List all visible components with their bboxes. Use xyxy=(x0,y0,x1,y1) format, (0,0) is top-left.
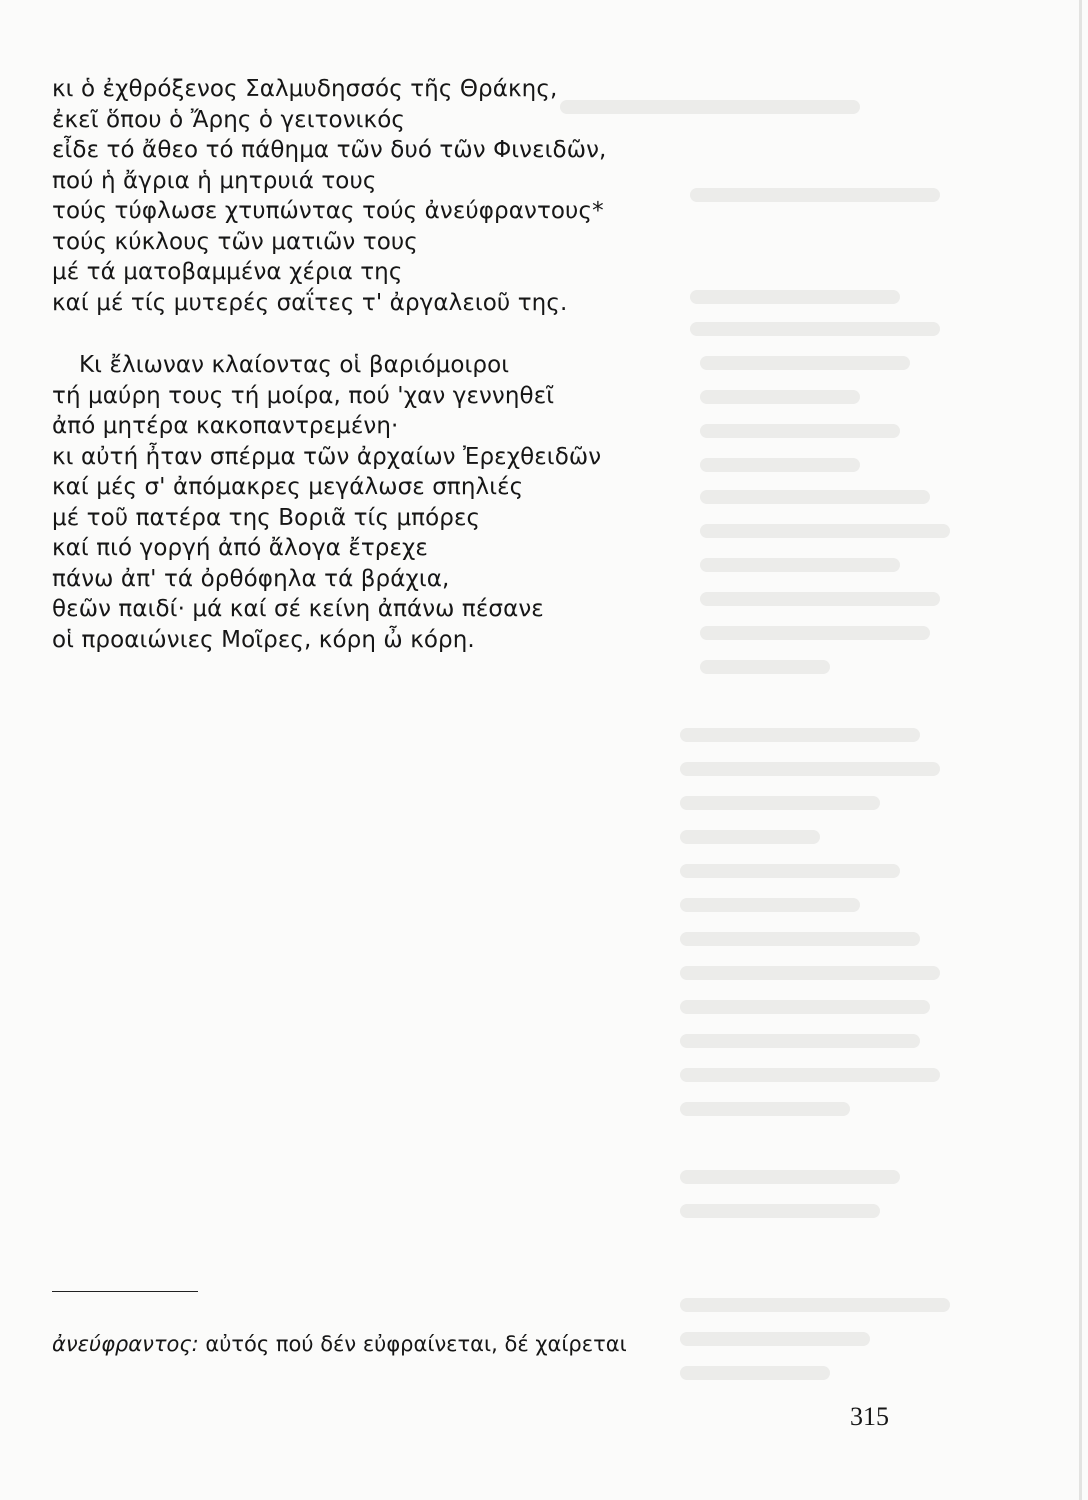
poem-line: Κι ἔλιωναν κλαίοντας οἱ βαριόμοιροι xyxy=(79,352,510,378)
poem-text xyxy=(52,74,952,687)
footnote-term: ἀνεύφραντος: xyxy=(52,1332,199,1356)
poem-line: εἶδε τό ἄθεο τό πάθημα τῶν δυό τῶν Φινειδῶν, xyxy=(52,137,607,163)
poem-line: πάνω ἀπ' τά ὀρθόφηλα τά βράχια, xyxy=(52,565,450,592)
footnote-divider xyxy=(52,1291,198,1292)
poem-line: ἐκεῖ ὅπου ὁ Ἄρης ὁ γειτονικός xyxy=(52,106,405,133)
footnote xyxy=(52,1332,627,1356)
poem-line: τούς κύκλους τῶν ματιῶν τους xyxy=(52,228,418,255)
stanza-2 xyxy=(52,350,952,655)
poem-line: θεῶν παιδί· μά καί σέ κείνη ἀπάνω πέσανε xyxy=(52,596,544,622)
poem-line: μέ τά ματοβαμμένα χέρια της xyxy=(52,259,403,285)
page-number: 315 xyxy=(850,1402,889,1431)
poem-line: μέ τοῦ πατέρα της Βοριᾶ τίς μπόρες xyxy=(52,504,481,531)
poem-line: πού ἡ ἄγρια ἡ μητρυιά τους xyxy=(52,167,377,194)
stanza-1 xyxy=(52,74,952,318)
poem-line: οἱ προαιώνιες Μοῖρες, κόρη ὦ κόρη. xyxy=(52,626,475,653)
poem-line: καί μές σ' ἀπόμακρες μεγάλωσε σπηλιές xyxy=(52,474,524,500)
poem-line: τούς τύφλωσε χτυπώντας τούς ἀνεύφραντους* xyxy=(52,198,604,224)
poem-line: κι αὐτή ἦταν σπέρμα τῶν ἀρχαίων Ἐρεχθειδῶν xyxy=(52,443,602,470)
poem-line: κι ὁ ἐχθρόξενος Σαλμυδησσός τῆς Θράκης, xyxy=(52,76,558,102)
page-edge-shadow xyxy=(1079,0,1082,1500)
poem-line: καί μέ τίς μυτερές σαΐτες τ' ἀργαλειοῦ της. xyxy=(52,289,568,316)
poem-line: τή μαύρη τους τή μοίρα, πού 'χαν γεννηθεῖ xyxy=(52,382,555,409)
footnote-definition: αὐτός πού δέν εὐφραίνεται, δέ χαίρεται xyxy=(198,1332,627,1356)
poem-line: ἀπό μητέρα κακοπαντρεμένη· xyxy=(52,413,399,439)
poem-line: καί πιό γοργή ἀπό ἄλογα ἔτρεχε xyxy=(52,535,428,561)
